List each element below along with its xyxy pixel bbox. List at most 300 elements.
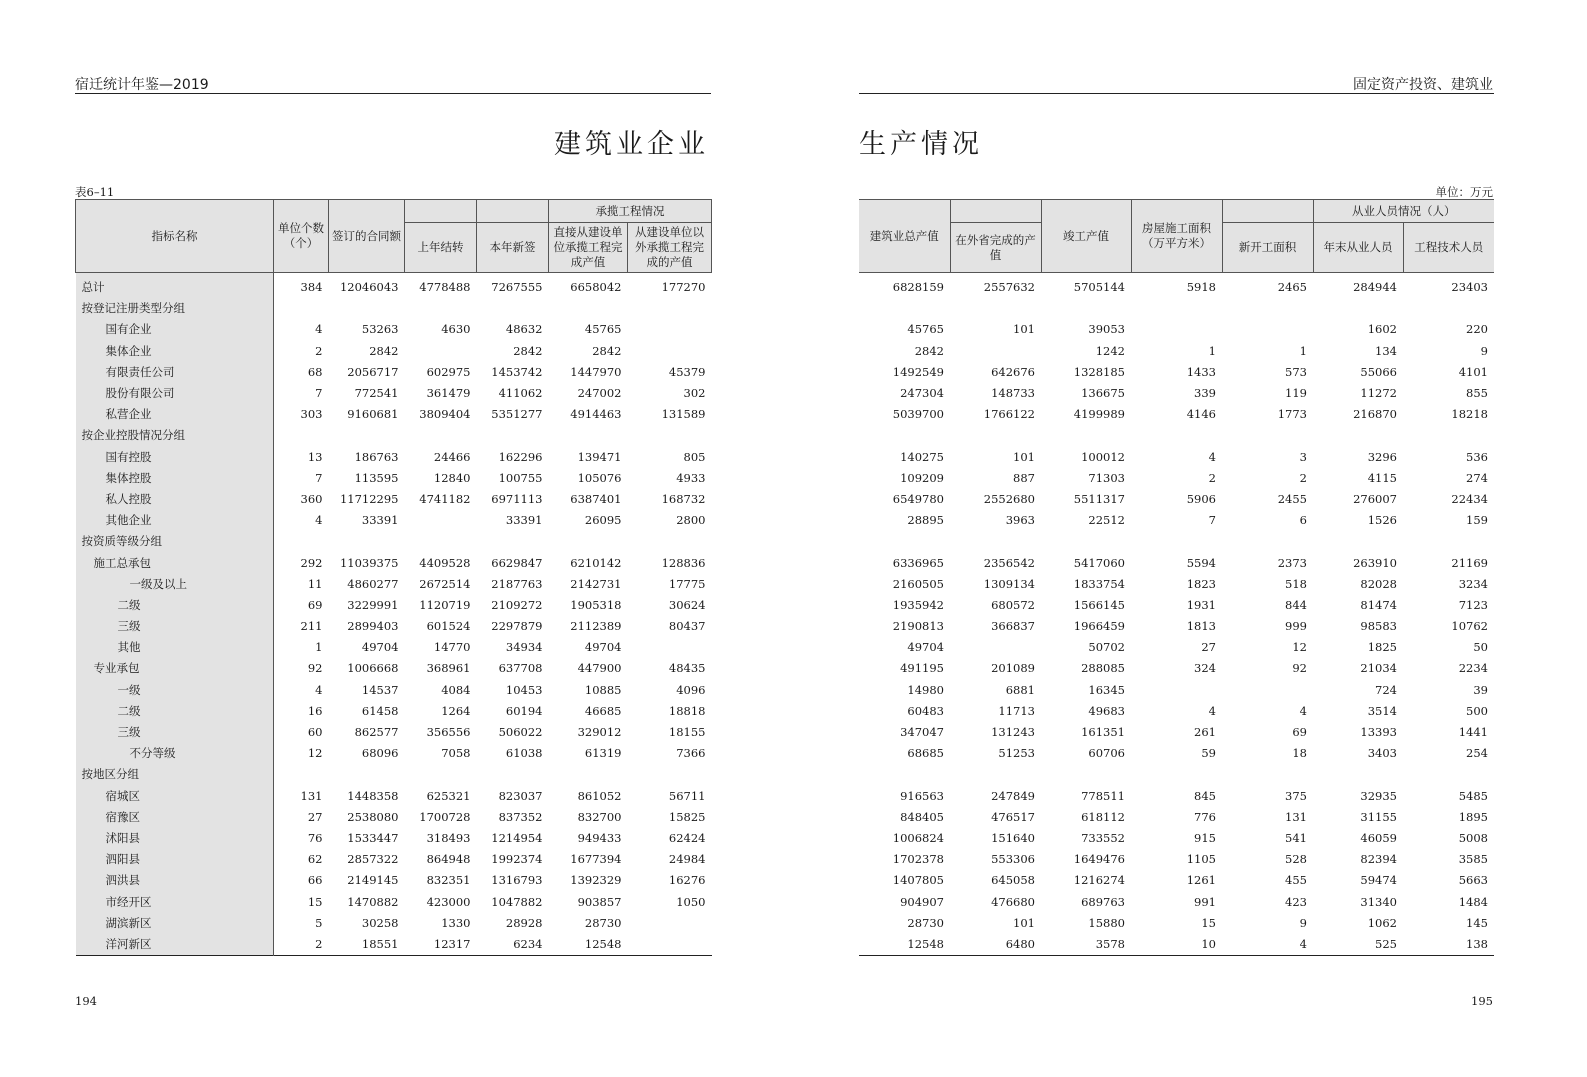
table-cell: 476517	[991, 809, 1035, 824]
table-cell	[1313, 764, 1403, 785]
table-cell: 2842	[369, 343, 399, 358]
table-cell: 66	[307, 873, 323, 888]
table-cell: 60194	[505, 703, 543, 718]
table-cell: 3585	[1458, 852, 1488, 867]
table-row	[76, 891, 712, 912]
table-cell: 16276	[668, 873, 706, 888]
table-cell: 500	[1466, 703, 1488, 718]
table-cell: 1966459	[1073, 619, 1125, 634]
table-cell: 347047	[900, 725, 944, 740]
table-cell: 4914463	[570, 407, 622, 422]
table-row	[76, 849, 712, 870]
row-label: 宿城区	[76, 786, 274, 807]
table-row	[76, 764, 712, 785]
table-cell	[628, 531, 712, 552]
table-cell: 476680	[991, 894, 1035, 909]
table-cell: 50	[1473, 640, 1488, 655]
table-cell	[549, 425, 628, 446]
table-cell: 2557632	[983, 280, 1035, 295]
table-cell: 2857322	[347, 852, 399, 867]
table-cell: 573	[1285, 364, 1307, 379]
table-cell: 254	[1466, 746, 1488, 761]
table-cell: 4741182	[419, 491, 471, 506]
table-cell	[1131, 425, 1222, 446]
table-cell: 3234	[1458, 576, 1488, 591]
row-label: 国有企业	[76, 319, 274, 340]
table-cell: 4146	[1186, 407, 1216, 422]
table-cell	[477, 531, 549, 552]
table-cell: 601524	[426, 619, 471, 634]
table-cell: 6971113	[491, 491, 543, 506]
table-cell: 5351277	[491, 407, 543, 422]
table-row	[859, 531, 1494, 552]
table-row	[859, 616, 1494, 637]
col-header-staff: 年末从业人员	[1313, 223, 1403, 273]
table-cell: 211	[300, 619, 323, 634]
table-row	[76, 637, 712, 658]
table-row	[76, 913, 712, 934]
table-cell: 645058	[991, 873, 1035, 888]
row-label: 宿豫区	[76, 807, 274, 828]
col-header-new-signed: 本年新签	[477, 223, 549, 273]
table-cell: 915	[1194, 830, 1216, 845]
col-header-group-staff: 从业人员情况（人）	[1313, 200, 1494, 223]
table-cell	[329, 298, 405, 319]
table-cell: 1766122	[983, 407, 1035, 422]
table-cell: 2112389	[570, 619, 622, 634]
table-cell: 162296	[498, 449, 543, 464]
table-right	[859, 199, 1494, 956]
table-row	[859, 934, 1494, 956]
table-row	[76, 743, 712, 764]
table-cell: 6658042	[570, 280, 622, 295]
table-row	[859, 701, 1494, 722]
table-cell: 92	[1292, 661, 1307, 676]
table-cell: 4	[1208, 703, 1216, 718]
row-label: 三级	[76, 722, 274, 743]
row-label: 股份有限公司	[76, 383, 274, 404]
table-cell: 491195	[900, 661, 944, 676]
table-row	[859, 383, 1494, 404]
table-cell	[274, 298, 329, 319]
table-row	[859, 870, 1494, 891]
page-number-left: 194	[75, 994, 97, 1008]
table-cell: 18818	[668, 703, 706, 718]
table-row	[76, 595, 712, 616]
table-cell: 23403	[1451, 280, 1488, 295]
table-cell: 1316793	[491, 873, 543, 888]
row-label: 二级	[76, 701, 274, 722]
table-cell	[329, 425, 405, 446]
table-cell: 1823	[1186, 576, 1216, 591]
table-cell: 100755	[498, 470, 543, 485]
table-cell: 855	[1466, 386, 1488, 401]
table-cell: 7	[315, 470, 323, 485]
table-cell: 5705144	[1073, 280, 1125, 295]
col-header-other: 从建设单位以外承揽工程完成的产值	[628, 223, 712, 273]
table-cell: 274	[1466, 470, 1488, 485]
table-cell: 518	[1285, 576, 1307, 591]
table-cell	[549, 298, 628, 319]
table-cell: 151640	[991, 830, 1035, 845]
table-row	[859, 510, 1494, 531]
table-row	[76, 510, 712, 531]
table-cell: 832351	[426, 873, 471, 888]
table-row	[76, 552, 712, 573]
table-row	[76, 531, 712, 552]
table-cell: 21034	[1360, 661, 1397, 676]
table-cell	[1131, 680, 1222, 701]
table-cell	[1222, 531, 1313, 552]
table-cell: 3296	[1367, 449, 1397, 464]
table-cell: 2672514	[419, 576, 471, 591]
table-cell	[405, 531, 477, 552]
table-cell: 46059	[1360, 830, 1397, 845]
table-cell: 823037	[498, 788, 543, 803]
table-cell: 60	[307, 725, 323, 740]
table-cell: 4	[1299, 703, 1307, 718]
table-cell: 1649476	[1073, 852, 1125, 867]
table-cell: 81474	[1360, 597, 1397, 612]
row-label: 按地区分组	[76, 764, 274, 785]
table-cell: 837352	[498, 809, 543, 824]
table-cell: 1062	[1367, 915, 1397, 930]
table-cell: 148733	[991, 386, 1035, 401]
table-cell: 62	[307, 852, 323, 867]
table-cell: 61458	[361, 703, 399, 718]
table-cell: 220	[1466, 322, 1488, 337]
table-row	[76, 341, 712, 362]
table-cell	[1222, 425, 1313, 446]
table-cell: 525	[1375, 936, 1397, 951]
table-cell: 71303	[1088, 470, 1125, 485]
table-cell: 1470882	[347, 894, 399, 909]
table-cell: 32935	[1360, 788, 1397, 803]
table-cell: 6828159	[892, 280, 944, 295]
col-header-contract: 签订的合同额	[329, 200, 405, 273]
table-cell: 131243	[991, 725, 1035, 740]
table-cell: 39	[1473, 682, 1488, 697]
table-cell: 848405	[900, 809, 944, 824]
table-cell: 288085	[1081, 661, 1125, 676]
table-cell: 15	[307, 894, 323, 909]
row-label: 一级及以上	[76, 574, 274, 595]
table-cell: 62424	[668, 830, 706, 845]
table-cell: 5	[315, 915, 323, 930]
table-cell: 2465	[1277, 280, 1307, 295]
table-cell: 864948	[426, 852, 471, 867]
row-label: 总计	[76, 273, 274, 299]
table-cell	[477, 425, 549, 446]
table-cell: 2842	[592, 343, 622, 358]
table-cell: 4	[315, 322, 323, 337]
table-cell: 5008	[1458, 830, 1488, 845]
table-cell: 4084	[441, 682, 471, 697]
table-cell: 553306	[991, 852, 1035, 867]
table-cell: 10762	[1451, 619, 1488, 634]
table-cell: 28928	[505, 915, 543, 930]
table-cell	[1222, 319, 1313, 340]
table-cell: 33391	[361, 513, 399, 528]
table-cell: 447900	[577, 661, 622, 676]
table-cell: 119	[1285, 386, 1307, 401]
table-cell: 7366	[676, 746, 706, 761]
table-cell: 30258	[361, 915, 399, 930]
table-cell: 15825	[668, 809, 706, 824]
table-cell: 904907	[900, 894, 944, 909]
table-cell: 45765	[584, 322, 622, 337]
table-cell: 113595	[354, 470, 399, 485]
table-cell: 6881	[1005, 682, 1035, 697]
table-cell: 6	[1299, 513, 1307, 528]
table-cell: 5485	[1458, 788, 1488, 803]
table-cell: 6480	[1005, 936, 1035, 951]
table-cell: 15	[1201, 915, 1216, 930]
table-cell: 1833754	[1073, 576, 1125, 591]
table-cell: 10885	[584, 682, 622, 697]
table-cell	[405, 510, 477, 531]
table-cell: 11712295	[339, 491, 399, 506]
table-cell	[1403, 425, 1494, 446]
table-cell: 324	[1194, 661, 1216, 676]
table-cell	[950, 531, 1041, 552]
table-row	[76, 934, 712, 956]
row-label: 集体控股	[76, 468, 274, 489]
table-cell: 2	[315, 936, 323, 951]
table-row	[76, 319, 712, 340]
table-cell: 1677394	[570, 852, 622, 867]
table-cell: 56711	[668, 788, 706, 803]
table-cell	[1222, 680, 1313, 701]
table-row	[76, 383, 712, 404]
table-cell: 263910	[1353, 555, 1397, 570]
row-label: 其他企业	[76, 510, 274, 531]
table-cell: 3514	[1367, 703, 1397, 718]
table-cell: 423000	[426, 894, 471, 909]
table-cell: 637708	[498, 661, 543, 676]
table-cell: 276007	[1353, 491, 1397, 506]
table-cell: 1602	[1367, 322, 1397, 337]
table-cell: 7123	[1458, 597, 1488, 612]
table-cell: 1448358	[347, 788, 399, 803]
table-cell: 423	[1285, 894, 1307, 909]
table-cell: 1905318	[570, 597, 622, 612]
table-cell: 247304	[900, 386, 944, 401]
table-cell: 34934	[505, 640, 543, 655]
table-cell: 318493	[426, 830, 471, 845]
table-cell: 6549780	[892, 491, 944, 506]
table-cell: 2552680	[983, 491, 1035, 506]
row-label: 市经开区	[76, 891, 274, 912]
table-row	[859, 658, 1494, 679]
table-cell: 366837	[991, 619, 1035, 634]
table-cell: 862577	[354, 725, 399, 740]
table-cell: 7	[315, 386, 323, 401]
col-header-direct: 直接从建设单位承揽工程完成产值	[549, 223, 628, 273]
table-cell: 6336965	[892, 555, 944, 570]
table-cell: 28730	[584, 915, 622, 930]
table-cell: 1264	[441, 703, 471, 718]
col-header-completed: 竣工产值	[1041, 200, 1131, 273]
table-row	[76, 786, 712, 807]
table-cell: 1050	[676, 894, 706, 909]
table-cell	[1041, 425, 1131, 446]
table-cell: 1392329	[570, 873, 622, 888]
table-cell: 21169	[1451, 555, 1488, 570]
table-cell	[1131, 531, 1222, 552]
table-cell: 1006668	[347, 661, 399, 676]
table-cell: 261	[1194, 725, 1216, 740]
table-cell: 76	[307, 830, 323, 845]
page-title-right: 生产情况	[859, 129, 983, 160]
table-cell: 5511317	[1073, 491, 1125, 506]
col-header-newarea: 新开工面积	[1222, 223, 1313, 273]
table-cell	[1131, 764, 1222, 785]
table-cell: 1216274	[1073, 873, 1125, 888]
table-cell	[405, 425, 477, 446]
table-cell: 368961	[426, 661, 471, 676]
table-cell	[1041, 764, 1131, 785]
table-cell	[628, 913, 712, 934]
table-cell: 17775	[668, 576, 706, 591]
table-cell: 375	[1285, 788, 1307, 803]
table-cell: 4115	[1367, 470, 1397, 485]
table-cell: 68	[307, 364, 323, 379]
table-row	[859, 447, 1494, 468]
table-cell: 292	[300, 555, 323, 570]
table-cell	[549, 764, 628, 785]
table-cell: 845	[1194, 788, 1216, 803]
table-cell: 39053	[1088, 322, 1125, 337]
table-cell	[1403, 764, 1494, 785]
table-left	[75, 199, 712, 956]
table-cell: 303	[300, 407, 323, 422]
table-cell: 2109272	[491, 597, 543, 612]
table-cell: 916563	[900, 788, 944, 803]
table-cell: 7267555	[491, 280, 543, 295]
row-label: 按资质等级分组	[76, 531, 274, 552]
table-cell: 4096	[676, 682, 706, 697]
table-cell: 618112	[1081, 809, 1125, 824]
table-cell: 2160505	[892, 576, 944, 591]
table-cell: 51253	[998, 746, 1035, 761]
table-cell	[1041, 298, 1131, 319]
table-cell: 3578	[1095, 936, 1125, 951]
table-cell: 131	[1285, 809, 1307, 824]
table-cell: 128836	[661, 555, 706, 570]
row-label: 按登记注册类型分组	[76, 298, 274, 319]
table-row	[859, 468, 1494, 489]
table-cell: 33391	[505, 513, 543, 528]
table-cell: 3	[1299, 449, 1307, 464]
table-cell: 4	[315, 682, 323, 697]
table-cell: 991	[1194, 894, 1216, 909]
table-row	[859, 574, 1494, 595]
table-cell: 101	[1013, 915, 1035, 930]
table-cell: 16	[307, 703, 323, 718]
table-cell: 5417060	[1073, 555, 1125, 570]
col-header-carry: 上年结转	[405, 223, 477, 273]
table-cell: 1006824	[892, 830, 944, 845]
table-cell: 53263	[361, 322, 399, 337]
row-label: 不分等级	[76, 743, 274, 764]
table-cell: 5039700	[892, 407, 944, 422]
table-cell	[1222, 764, 1313, 785]
table-cell: 999	[1285, 619, 1307, 634]
table-cell: 16345	[1088, 682, 1125, 697]
running-header-left: 宿迁统计年鉴—2019	[75, 77, 209, 93]
table-cell: 1441	[1458, 725, 1488, 740]
table-cell	[859, 764, 950, 785]
table-cell: 9	[1299, 915, 1307, 930]
table-row	[76, 468, 712, 489]
table-cell: 131589	[661, 407, 706, 422]
table-cell	[1131, 319, 1222, 340]
table-cell	[477, 298, 549, 319]
table-cell: 4778488	[419, 280, 471, 295]
table-cell: 2899403	[347, 619, 399, 634]
table-cell: 887	[1013, 470, 1035, 485]
table-cell: 7	[1208, 513, 1216, 528]
table-cell: 14980	[907, 682, 944, 697]
table-cell: 12317	[433, 936, 471, 951]
table-cell: 46685	[584, 703, 622, 718]
table-cell: 1702378	[892, 852, 944, 867]
row-label: 一级	[76, 680, 274, 701]
table-cell	[859, 298, 950, 319]
table-cell: 92	[307, 661, 323, 676]
table-cell: 26095	[584, 513, 622, 528]
table-cell	[405, 341, 477, 362]
table-cell: 1242	[1095, 343, 1125, 358]
table-cell: 138	[1466, 936, 1488, 951]
table-cell: 2842	[914, 343, 944, 358]
table-cell: 2356542	[983, 555, 1035, 570]
table-cell: 60706	[1088, 746, 1125, 761]
table-cell: 98583	[1360, 619, 1397, 634]
table-cell: 1105	[1186, 852, 1216, 867]
table-cell: 2142731	[570, 576, 622, 591]
table-cell: 5918	[1186, 280, 1216, 295]
table-cell	[405, 764, 477, 785]
col-header-units: 单位个数（个）	[274, 200, 329, 273]
table-row	[76, 404, 712, 425]
table-cell: 2373	[1277, 555, 1307, 570]
table-cell: 12	[307, 746, 323, 761]
table-cell: 1992374	[491, 852, 543, 867]
col-header-name: 指标名称	[76, 200, 274, 273]
table-cell: 1330	[441, 915, 471, 930]
table-row	[859, 273, 1494, 299]
table-cell: 356556	[426, 725, 471, 740]
table-cell: 7058	[441, 746, 471, 761]
table-cell: 541	[1285, 830, 1307, 845]
table-cell: 1	[1299, 343, 1307, 358]
table-cell: 680572	[991, 597, 1035, 612]
table-cell: 136675	[1081, 386, 1125, 401]
table-row	[859, 913, 1494, 934]
table-cell: 14537	[361, 682, 399, 697]
table-cell	[950, 298, 1041, 319]
table-cell: 1261	[1186, 873, 1216, 888]
table-cell: 10453	[505, 682, 543, 697]
table-cell: 4933	[676, 470, 706, 485]
table-cell: 27	[1201, 640, 1216, 655]
table-cell: 11	[307, 576, 323, 591]
table-row	[76, 722, 712, 743]
table-cell: 4	[315, 513, 323, 528]
table-row	[859, 828, 1494, 849]
